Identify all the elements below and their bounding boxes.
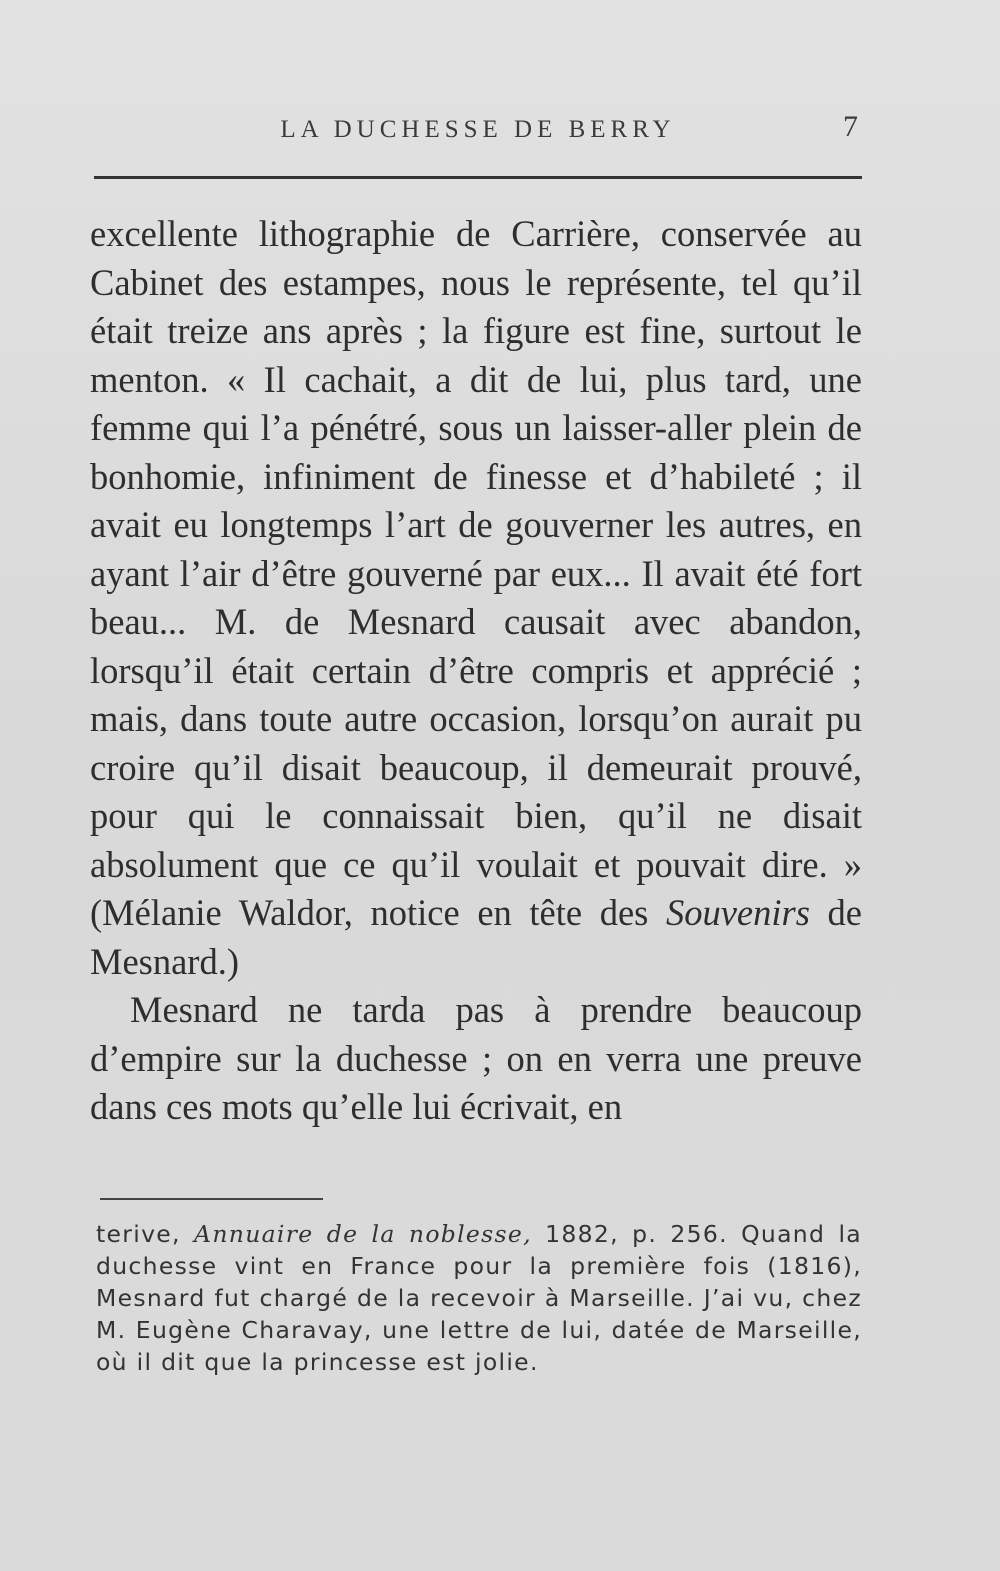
paragraph-text-end: de Mesnard.) (90, 892, 862, 982)
footnote-text: 1882, p. 256. Quand la duchesse vint en France pour la première fois (1816), Mesnard fut chargé de la recevoir à Marseille. J’ai vu, chez M. Eugène Charavay, une lettre de lui, datée de Marseille, où il dit que la princesse est jolie. (96, 1220, 862, 1376)
footnote (96, 1218, 862, 1378)
footnote-italic-title: Annuaire de la noblesse, (194, 1220, 532, 1248)
page-number: 7 (843, 110, 858, 143)
header-rule (94, 176, 862, 179)
footnote-rule (100, 1198, 323, 1200)
paragraph-text: excellente lithographie de Carrière, conservée au Cabinet des estampes, nous le représente, tel qu’il était treize ans après ; la figure est fine, surtout le menton. « Il cachait, a dit de lui, plus tard, une femme qui l’a pénétré, sous un laisser-aller plein de bonhomie, infiniment de finesse et d’habileté ; il avait eu longtemps l’art de gouverner les autres, en ayant l’air d’être gouverné par eux... Il avait été fort beau... M. de Mesnard causait avec abandon, lorsqu’il était certain d’être compris et apprécié ; mais, dans toute autre occasion, lorsqu’on aurait pu croire qu’il disait beaucoup, il demeurait prouvé, pour qui le connaissait bien, qu’il ne disait absolument que ce qu’il voulait et pouvait dire. » (Mélanie Waldor, notice en tête des (90, 213, 862, 933)
italic-title: Souvenirs (665, 892, 810, 933)
paragraph-continued (90, 210, 862, 986)
running-head (94, 110, 862, 150)
paragraph: Mesnard ne tarda pas à prendre beaucoup d’empire sur la duchesse ; on en verra une preuve dans ces mots qu’elle lui écrivait, en (90, 989, 862, 1127)
footnote-text-start: terive, (96, 1220, 195, 1248)
running-title: LA DUCHESSE DE BERRY (280, 116, 676, 143)
body-text (90, 210, 862, 1132)
